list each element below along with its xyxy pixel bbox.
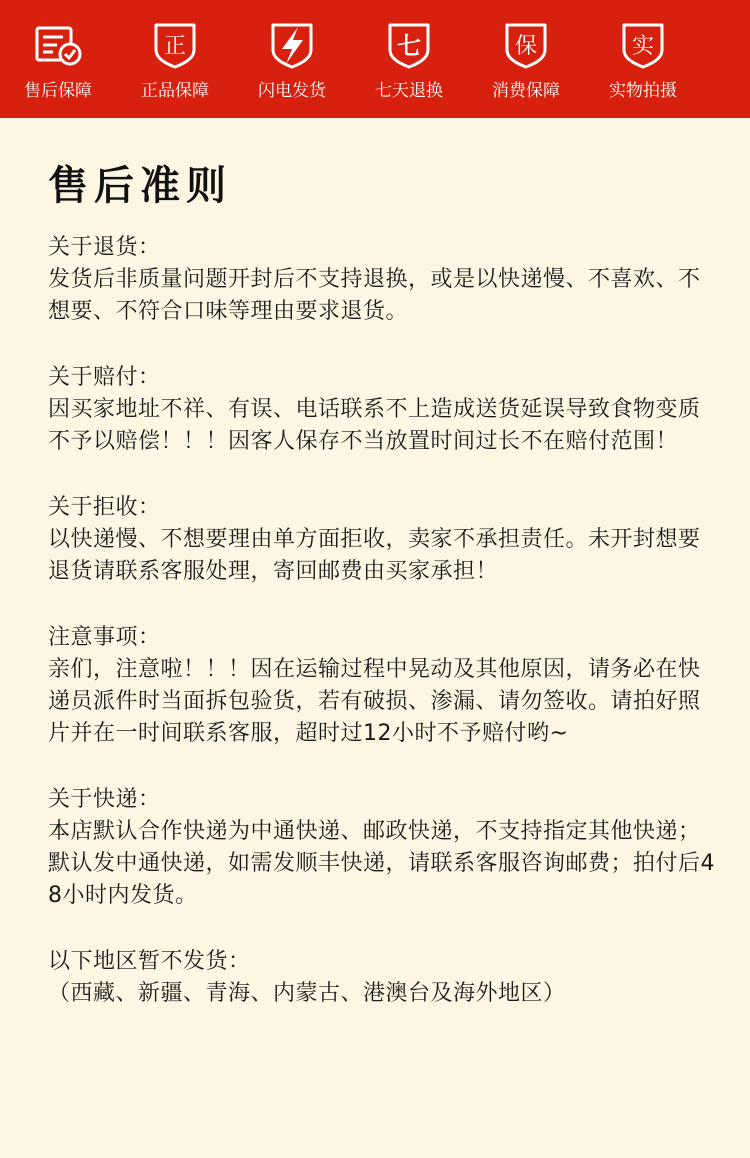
badge-after-sales: [0, 0, 116, 118]
seven-days-shield-icon: [384, 20, 434, 70]
section-returns: [48, 232, 718, 328]
badge-glyph: 保: [514, 34, 538, 59]
badge-fast-delivery: [234, 0, 350, 118]
section-excluded-regions: [48, 946, 718, 1010]
section-body: 发货后非质量问题开封后不支持退换，或是以快递慢、不喜欢、不想要、不符合口味等理由要求退货。: [48, 267, 701, 324]
badge-real-shot: [585, 0, 701, 118]
section-title: 关于退货：: [48, 235, 161, 260]
section-refusal: [48, 492, 718, 588]
badge-seven-days: [351, 0, 467, 118]
badge-genuine: [117, 0, 233, 118]
badge-glyph: 实: [631, 34, 655, 59]
section-notes: [48, 622, 718, 750]
badge-consumer: [468, 0, 584, 118]
consumer-shield-icon: [501, 20, 551, 70]
section-title: 以下地区暂不发货：: [48, 949, 251, 974]
lightning-icon: [267, 20, 317, 70]
page-title: 售后准则: [48, 162, 232, 209]
badge-label: 售后保障: [24, 81, 92, 101]
section-title: 关于拒收：: [48, 495, 161, 520]
section-title: 注意事项：: [48, 625, 161, 650]
badge-label: 七天退换: [375, 81, 443, 101]
section-body: 本店默认合作快递为中通快递、邮政快递，不支持指定其他快递；默认发中通快递，如需发顺丰快递，请联系客服咨询邮费；拍付后48小时内发货。: [48, 819, 715, 908]
genuine-shield-icon: [150, 20, 200, 70]
section-body: （西藏、新疆、青海、内蒙古、港澳台及海外地区）: [48, 981, 566, 1006]
badge-glyph: 七: [397, 32, 421, 60]
section-delivery: [48, 784, 718, 912]
policy-sections: [48, 232, 718, 1010]
section-compensation: [48, 362, 718, 458]
badge-label: 消费保障: [492, 81, 560, 101]
badge-glyph: 正: [163, 34, 187, 59]
badge-label: 闪电发货: [258, 81, 326, 101]
section-body: 亲们，注意啦！！！因在运输过程中晃动及其他原因，请务必在快递员派件时当面拆包验货，若有破损、渗漏、请勿签收。请拍好照片并在一时间联系客服，超时过12小时不予赔付哟~: [48, 657, 701, 746]
section-body: 以快递慢、不想要理由单方面拒收，卖家不承担责任。未开封想要退货请联系客服处理，寄回邮费由买家承担！: [48, 527, 701, 584]
real-shot-shield-icon: [618, 20, 668, 70]
document-check-icon: [33, 20, 83, 70]
service-guarantee-bar: [0, 0, 750, 118]
badge-label: 正品保障: [141, 81, 209, 101]
section-title: 关于赔付：: [48, 365, 161, 390]
section-body: 因买家地址不祥、有误、电话联系不上造成送货延误导致食物变质不予以赔偿！！！因客人保存不当放置时间过长不在赔付范围！: [48, 397, 701, 454]
badge-label: 实物拍摄: [609, 81, 677, 101]
after-sales-policy: [48, 160, 718, 1044]
section-title: 关于快递：: [48, 787, 161, 812]
